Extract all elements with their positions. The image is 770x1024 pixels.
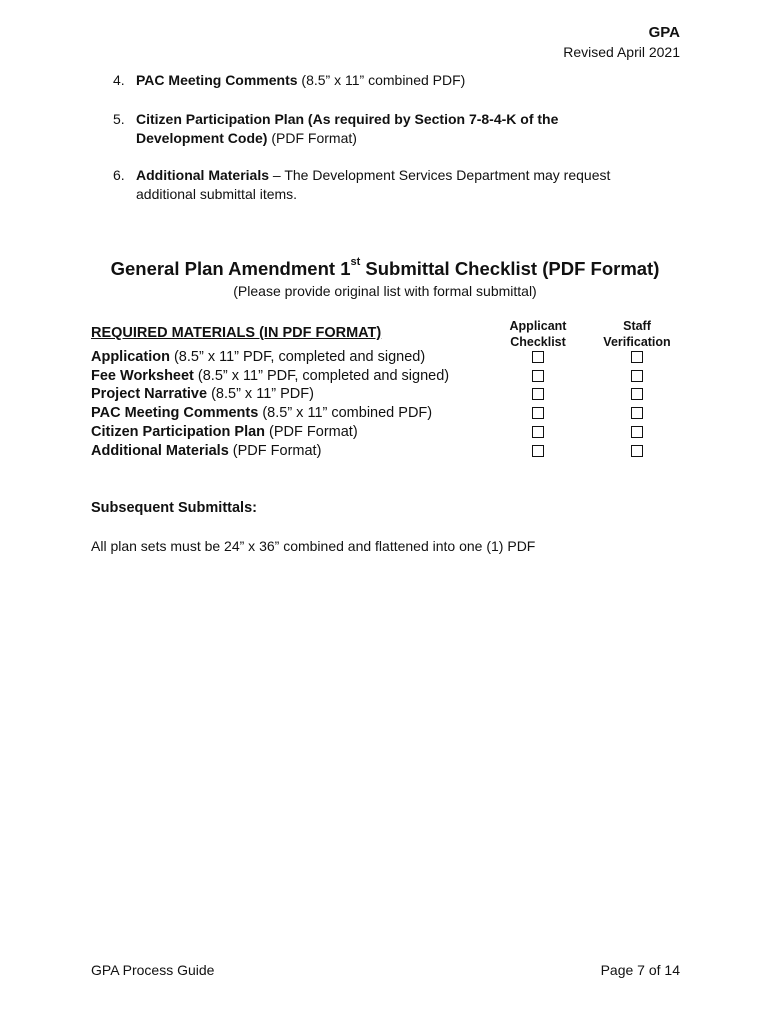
staff-header-line2: Verification bbox=[603, 335, 671, 349]
row-item-name: Application bbox=[91, 349, 170, 365]
subsequent-submittals-heading: Subsequent Submittals: bbox=[91, 500, 257, 516]
checklist-row bbox=[91, 349, 425, 365]
row-item-detail: (PDF Format) bbox=[265, 424, 358, 440]
applicant-checkbox[interactable] bbox=[532, 388, 544, 400]
footer-page-number: Page 7 of 14 bbox=[600, 962, 680, 978]
list-item-title: Additional Materials bbox=[136, 167, 270, 183]
row-item-detail: (8.5” x 11” PDF, completed and signed) bbox=[169, 349, 426, 365]
applicant-checkbox[interactable] bbox=[532, 445, 544, 457]
required-materials-heading: REQUIRED MATERIALS (IN PDF FORMAT) bbox=[91, 325, 382, 341]
applicant-checklist-column-header bbox=[498, 318, 578, 350]
footer-guide-name: GPA Process Guide bbox=[91, 962, 215, 978]
applicant-header-line1: Applicant bbox=[509, 319, 567, 333]
applicant-checkbox[interactable] bbox=[532, 407, 544, 419]
applicant-header-line2: Checklist bbox=[510, 335, 566, 349]
row-item-detail: (8.5” x 11” PDF) bbox=[207, 386, 314, 402]
checklist-title-text: General Plan Amendment 1 bbox=[110, 258, 351, 279]
list-item bbox=[113, 166, 663, 204]
staff-header-line1: Staff bbox=[623, 319, 651, 333]
row-item-name: Project Narrative bbox=[91, 386, 208, 402]
list-number: 5. bbox=[113, 111, 125, 127]
checklist-title bbox=[0, 258, 770, 280]
row-item-name: Additional Materials bbox=[91, 443, 229, 459]
list-item-title: PAC Meeting Comments bbox=[136, 72, 298, 88]
staff-verification-column-header bbox=[597, 318, 677, 350]
checklist-row bbox=[91, 424, 358, 440]
list-item-detail: (PDF Format) bbox=[267, 130, 357, 146]
list-item-title: Citizen Participation Plan (As required by Section 7-8-4-K of the Development Code) bbox=[136, 111, 559, 146]
list-item-detail: (8.5” x 11” combined PDF) bbox=[297, 72, 466, 88]
checklist-title-superscript: st bbox=[350, 256, 361, 268]
applicant-checkbox[interactable] bbox=[532, 426, 544, 438]
checklist-subtitle: (Please provide original list with formal submittal) bbox=[233, 283, 537, 299]
staff-checkbox[interactable] bbox=[631, 370, 643, 382]
staff-checkbox[interactable] bbox=[631, 388, 643, 400]
checklist-title-suffix: Submittal Checklist (PDF Format) bbox=[360, 258, 660, 279]
applicant-checkbox[interactable] bbox=[532, 370, 544, 382]
list-number: 6. bbox=[113, 167, 125, 183]
staff-checkbox[interactable] bbox=[631, 445, 643, 457]
list-item bbox=[113, 110, 633, 148]
row-item-detail: (8.5” x 11” PDF, completed and signed) bbox=[193, 368, 450, 384]
list-item bbox=[113, 71, 673, 90]
row-item-name: Fee Worksheet bbox=[91, 368, 194, 384]
row-item-detail: (PDF Format) bbox=[228, 443, 322, 459]
checklist-row bbox=[91, 368, 449, 384]
row-item-name: Citizen Participation Plan bbox=[91, 424, 266, 440]
revision-date: Revised April 2021 bbox=[563, 44, 680, 60]
staff-checkbox[interactable] bbox=[631, 407, 643, 419]
list-item-detail: – The Development Services Department may request additional submittal items. bbox=[136, 167, 611, 202]
checklist-row bbox=[91, 405, 432, 421]
staff-checkbox[interactable] bbox=[631, 351, 643, 363]
checklist-row bbox=[91, 386, 314, 402]
list-number: 4. bbox=[113, 72, 125, 88]
applicant-checkbox[interactable] bbox=[532, 351, 544, 363]
staff-checkbox[interactable] bbox=[631, 426, 643, 438]
checklist-row bbox=[91, 443, 321, 459]
row-item-detail: (8.5” x 11” combined PDF) bbox=[258, 405, 433, 421]
row-item-name: PAC Meeting Comments bbox=[91, 405, 259, 421]
document-code: GPA bbox=[648, 24, 680, 41]
subsequent-submittals-text: All plan sets must be 24” x 36” combined and flattened into one (1) PDF bbox=[91, 538, 536, 554]
